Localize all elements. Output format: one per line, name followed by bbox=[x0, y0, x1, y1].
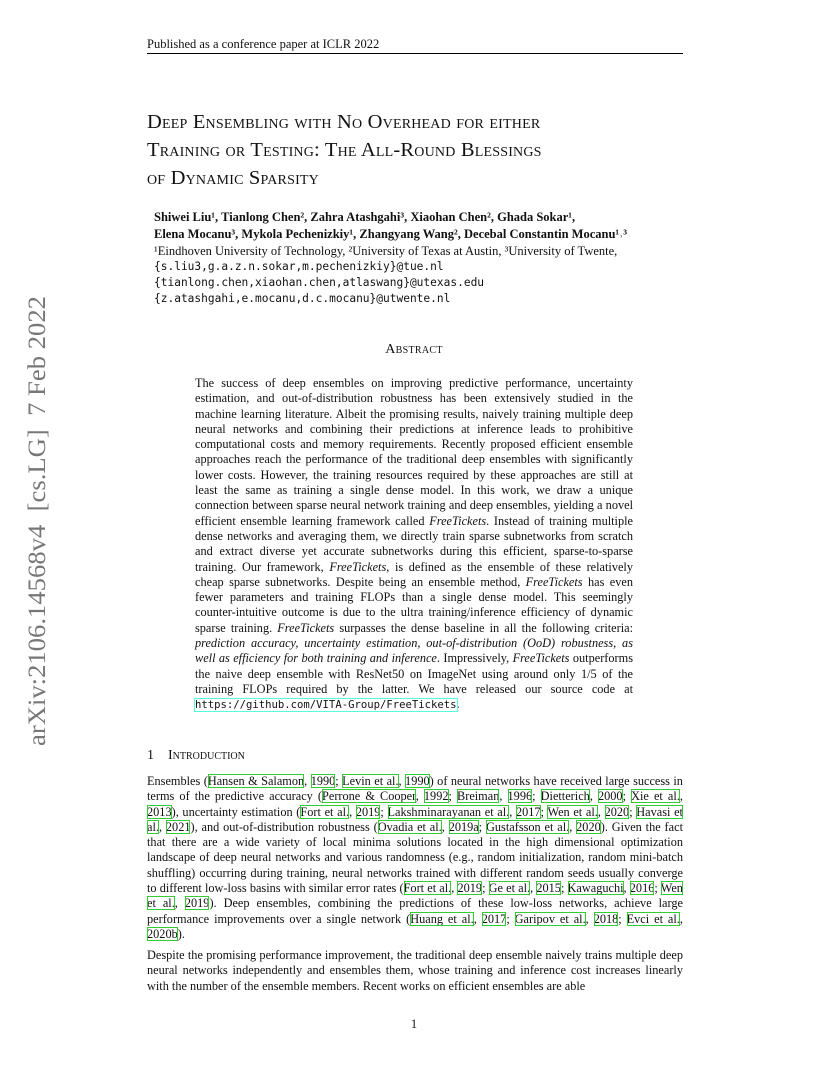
section-number: 1 bbox=[147, 748, 154, 763]
citation-link[interactable]: Evci et al. bbox=[626, 911, 680, 926]
paragraph-run: ), and out-of-distribution robustness ( bbox=[190, 819, 378, 834]
section-title: Introduction bbox=[168, 748, 245, 763]
paragraph-run: ). Given the fact that there are a wide variety of local minima solutions located in the high dimensional optimization landscape of deep neural networks and various randomness (e.g., random initialization, random mini-batch shuffling) occurring during training, neural networks trained with different random seeds usually converge to different low-loss basins with similar error rates ( bbox=[147, 819, 683, 896]
intro-paragraph-2: Despite the promising performance improvement, the traditional deep ensemble naively trains multiple deep neural networks independently and ensembles them, whose training and inference cost increases linearly with the number of the ensemble members. Recent works on efficient ensembles are able bbox=[147, 948, 683, 993]
citation-link[interactable]: Ovadia et al. bbox=[377, 819, 442, 834]
paragraph-run: , bbox=[398, 774, 406, 788]
author-list bbox=[154, 209, 627, 243]
citation-link[interactable]: Kawaguchi bbox=[567, 881, 624, 896]
paragraph-run: ; bbox=[506, 911, 515, 926]
citation-link[interactable]: 1990 bbox=[405, 774, 430, 788]
paragraph-run: ) of neural networks have received large success in terms of the predictive accuracy ( bbox=[147, 774, 683, 804]
paragraph-run: ). Deep ensembles, combining the predictions of these low-loss networks, achieve large performance improvements over a single network ( bbox=[147, 896, 683, 926]
paragraph-run: , bbox=[451, 881, 458, 896]
citation-link[interactable]: Breiman bbox=[457, 789, 500, 804]
paragraph-run: , bbox=[441, 819, 449, 834]
paragraph-run: ; bbox=[622, 789, 632, 804]
citation-link[interactable]: 2020 bbox=[576, 819, 601, 834]
email-line: {tianlong.chen,xiaohan.chen,atlaswang}@utexas.edu bbox=[154, 276, 485, 289]
citation-link[interactable]: 2019a bbox=[448, 819, 479, 834]
citation-link[interactable]: Hansen & Salamon bbox=[207, 774, 305, 788]
method-name: FreeTickets bbox=[429, 513, 487, 528]
paragraph-run: , bbox=[415, 789, 424, 804]
page-number: 1 bbox=[410, 1017, 418, 1031]
method-name: FreeTickets bbox=[329, 559, 387, 574]
intro-paragraph bbox=[147, 774, 683, 942]
citation-link[interactable]: Levin et al. bbox=[342, 774, 399, 788]
paragraph-run: ; bbox=[478, 819, 487, 834]
citation-link[interactable]: 1992 bbox=[423, 789, 449, 804]
citation-link[interactable]: Havasi et al. bbox=[147, 804, 683, 834]
title-line: of Dynamic Sparsity bbox=[147, 167, 319, 189]
authors-line: Elena Mocanu³, Mykola Pechenizkiy¹, Zhangyang Wang², Decebal Constantin Mocanu¹˒³ bbox=[154, 227, 628, 241]
citation-link[interactable]: 1990 bbox=[310, 774, 336, 788]
citation-link[interactable]: 2020b bbox=[147, 926, 178, 941]
title-line: Training or Testing: The All-Round Blessings bbox=[147, 139, 542, 161]
authors-line: Shiwei Liu¹, Tianlong Chen², Zahra Atashgahi³, Xiaohan Chen², Ghada Sokar¹, bbox=[154, 210, 576, 224]
citation-link[interactable]: Lakshminarayanan et al. bbox=[387, 804, 510, 819]
paragraph-run: ; bbox=[482, 881, 489, 896]
citation-link[interactable]: Perrone & Cooper bbox=[322, 789, 416, 804]
paragraph-run: , bbox=[679, 911, 683, 926]
citation-link[interactable]: 2000 bbox=[597, 789, 623, 804]
affiliations: ¹Eindhoven University of Technology, ²University of Texas at Austin, ³University of Twente, bbox=[154, 244, 618, 258]
paragraph-run: , bbox=[473, 911, 482, 926]
citation-link[interactable]: Fort et al. bbox=[300, 804, 350, 819]
abstract-run: surpasses the dense baseline in all the following criteria: bbox=[334, 620, 633, 635]
citation-link[interactable]: 2021 bbox=[165, 819, 191, 834]
paragraph-run: , bbox=[158, 819, 166, 834]
paragraph-run: , bbox=[509, 804, 516, 819]
abstract-text bbox=[195, 376, 633, 714]
arxiv-stamp-text: arXiv:2106.14568v4 [cs.LG] 7 Feb 2022 bbox=[22, 315, 51, 746]
citation-link[interactable]: Garipov et al. bbox=[514, 911, 586, 926]
paragraph-run: ). bbox=[177, 926, 185, 941]
header-rule bbox=[147, 53, 683, 54]
abstract-run: . Instead of training multiple dense networks and averaging them, we directly train sparse subnetworks from scratch and extract diverse yet accurate subnetworks during this efficient, sparse-to-sparse training. Our framework, bbox=[195, 513, 633, 574]
email-block bbox=[154, 259, 484, 307]
abstract-run: has even fewer parameters and training FLOPs than a single dense model. This seemingly counter-intuitive outcome is due to the ultra training/inference efficiency of dynamic sparse training. bbox=[195, 574, 633, 635]
citation-link[interactable]: 1996 bbox=[507, 789, 533, 804]
citation-link[interactable]: 2019 bbox=[184, 896, 210, 911]
paragraph-run: Ensembles ( bbox=[147, 774, 208, 788]
paper-title bbox=[147, 108, 707, 192]
abstract-run: outperforms the naive deep ensemble with ResNet50 on ImageNet using around only 1/5 of the training FLOPs required by the latter. We have released our source code at bbox=[195, 651, 633, 696]
paragraph-run: ; bbox=[532, 789, 541, 804]
abstract-emphasis: prediction accuracy, uncertainty estimation, out-of-distribution (OoD) robustness, as well as efficiency for both training and inference bbox=[195, 636, 633, 666]
paragraph-run: , bbox=[174, 896, 185, 911]
code-url-link[interactable]: https://github.com/VITA-Group/FreeTickets bbox=[195, 699, 457, 712]
paragraph-run: , bbox=[569, 819, 577, 834]
paragraph-run: , bbox=[679, 789, 683, 804]
paragraph-run: ), uncertainty estimation ( bbox=[171, 804, 301, 819]
paragraph-run: ; bbox=[448, 789, 458, 804]
paragraph-run: , bbox=[623, 881, 630, 896]
section-heading bbox=[147, 748, 245, 764]
citation-link[interactable]: Huang et al. bbox=[410, 911, 474, 926]
paragraph-run: , bbox=[304, 774, 311, 788]
abstract-run: . bbox=[456, 697, 460, 712]
paragraph-run: ; bbox=[654, 881, 661, 896]
arxiv-stamp bbox=[22, 296, 51, 746]
citation-link[interactable]: 2019 bbox=[457, 881, 483, 896]
citation-link[interactable]: 2017 bbox=[481, 911, 507, 926]
citation-link[interactable]: 2020 bbox=[604, 804, 630, 819]
citation-link[interactable]: Ge et al. bbox=[488, 881, 531, 896]
citation-link[interactable]: 2019 bbox=[355, 804, 381, 819]
title-line: Deep Ensembling with No Overhead for either bbox=[147, 111, 541, 133]
paragraph-run: , bbox=[530, 881, 537, 896]
running-header: Published as a conference paper at ICLR 2022 bbox=[147, 37, 380, 51]
paragraph-run: , bbox=[585, 911, 594, 926]
abstract-run: . Impressively, bbox=[436, 651, 513, 666]
paragraph-run: ; bbox=[335, 774, 343, 788]
paragraph-run: ; bbox=[618, 911, 627, 926]
citation-link[interactable]: Fort et al. bbox=[403, 881, 452, 896]
email-line: {z.atashgahi,e.mocanu,d.c.mocanu}@utwente.nl bbox=[154, 292, 451, 305]
paragraph-run: , bbox=[589, 789, 598, 804]
paragraph-run: ; bbox=[629, 804, 637, 819]
citation-link[interactable]: Wen et al. bbox=[147, 881, 683, 911]
citation-link[interactable]: Gustafsson et al. bbox=[486, 819, 570, 834]
method-name: FreeTickets bbox=[525, 574, 583, 589]
paragraph-run: ; bbox=[560, 881, 568, 896]
citation-link[interactable]: Xie et al. bbox=[631, 789, 680, 804]
paragraph-run: , bbox=[499, 789, 508, 804]
abstract-run: The success of deep ensembles on improving predictive performance, uncertainty estimation, and out-of-distribution robustness has been extensively studied in the machine learning literature. Albeit the promising results, naively training multiple deep neural networks and combining their predictions at inference leads to prohibitive computational costs and memory requirements. Recently proposed efficient ensemble approaches reach the performance of the traditional deep ensembles with significantly lower costs. However, the training resources required by these approaches are still at least the same as training a single dense model. In this work, we draw a unique connection between sparse neural network training and deep ensembles, yielding a novel efficient ensemble learning framework called bbox=[195, 376, 633, 528]
citation-link[interactable]: 2017 bbox=[515, 804, 541, 819]
paragraph-run: , bbox=[597, 804, 605, 819]
paragraph-run: , bbox=[349, 804, 356, 819]
citation-link[interactable]: 2016 bbox=[629, 881, 655, 896]
citation-link[interactable]: Dietterich bbox=[540, 789, 590, 804]
method-name: FreeTickets bbox=[512, 651, 570, 666]
citation-link[interactable]: Wen et al. bbox=[547, 804, 598, 819]
citation-link[interactable]: 2013 bbox=[147, 804, 172, 819]
abstract-heading: Abstract bbox=[385, 342, 443, 357]
method-name: FreeTickets bbox=[277, 620, 335, 635]
citation-link[interactable]: 2015 bbox=[536, 881, 561, 896]
email-line: {s.liu3,g.a.z.n.sokar,m.pechenizkiy}@tue.nl bbox=[154, 260, 444, 273]
abstract-run: , is defined as the ensemble of these relatively cheap sparse subnetworks. Despite being an ensemble method, bbox=[195, 559, 634, 589]
paragraph-run: ; bbox=[540, 804, 548, 819]
paragraph-run: ; bbox=[380, 804, 388, 819]
citation-link[interactable]: 2018 bbox=[593, 911, 619, 926]
